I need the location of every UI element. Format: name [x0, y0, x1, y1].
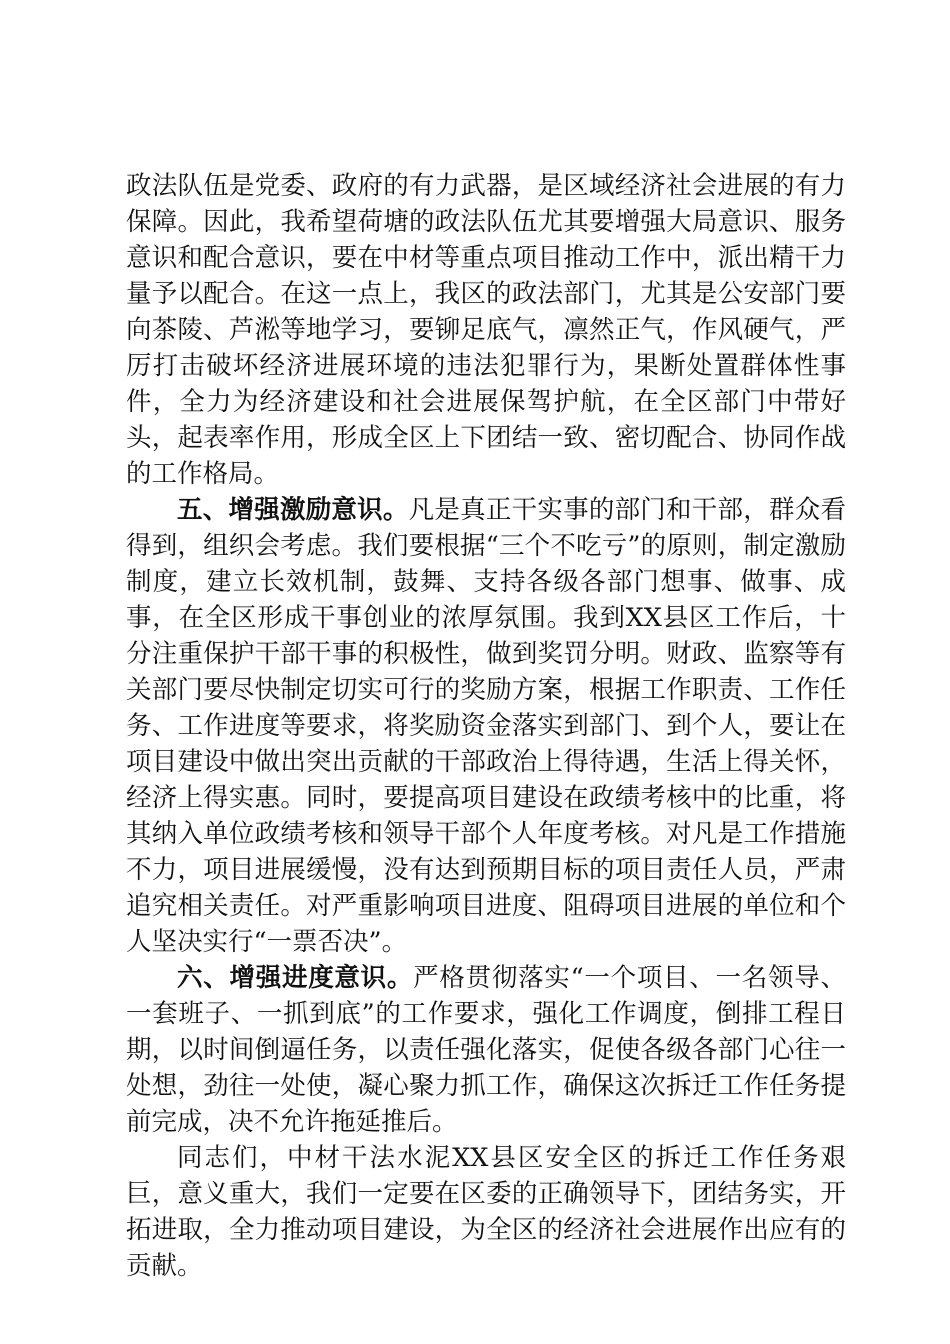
section-heading-five: 五、增强激励意识。: [177, 495, 409, 525]
paragraph-text: 严格贯彻落实“一个项目、一名领导、一套班子、一抓到底”的工作要求，强化工作调度，倒排工程日期，以时间倒逼任务，以责任强化落实，促使各级各部门心往一处想，劲往一处使，凝心聚力抓工作，确保这次拆迁工作任务提前完成，决不允许拖延推后。: [126, 963, 846, 1137]
document-body: [126, 168, 846, 1284]
paragraph-section-five: [126, 492, 846, 960]
paragraph-section-six: [126, 960, 846, 1140]
paragraph-closing: [126, 1140, 846, 1284]
paragraph-text: 同志们，中材干法水泥XX县区安全区的拆迁工作任务艰巨，意义重大，我们一定要在区委的正确领导下，团结务实，开拓进取，全力推动项目建设，为全区的经济社会进展作出应有的贡献。: [126, 1143, 846, 1281]
paragraph-continuation: [126, 168, 846, 492]
paragraph-text: 政法队伍是党委、政府的有力武器，是区域经济社会进展的有力保障。因此，我希望荷塘的政法队伍尤其要增强大局意识、服务意识和配合意识，要在中材等重点项目推动工作中，派出精干力量予以配合。在这一点上，我区的政法部门，尤其是公安部门要向茶陵、芦淞等地学习，要铆足底气，凛然正气，作风硬气，严厉打击破坏经济进展环境的违法犯罪行为，果断处置群体性事件，全力为经济建设和社会进展保驾护航，在全区部门中带好头，起表率作用，形成全区上下团结一致、密切配合、协同作战的工作格局。: [126, 171, 846, 489]
paragraph-text: 凡是真正干实事的部门和干部，群众看得到，组织会考虑。我们要根据“三个不吃亏”的原则，制定激励制度，建立长效机制，鼓舞、支持各级各部门想事、做事、成事，在全区形成干事创业的浓厚氛围。我到XX县区工作后，十分注重保护干部干事的积极性，做到奖罚分明。财政、监察等有关部门要尽快制定切实可行的奖励方案，根据工作职责、工作任务、工作进度等要求，将奖励资金落实到部门、到个人，要让在项目建设中做出突出贡献的干部政治上得待遇，生活上得关怀，经济上得实惠。同时，要提高项目建设在政绩考核中的比重，将其纳入单位政绩考核和领导干部个人年度考核。对凡是工作措施不力，项目进展缓慢，没有达到预期目标的项目责任人员，严肃追究相关责任。对严重影响项目进度、阻碍项目进展的单位和个人坚决实行“一票否决”。: [126, 495, 846, 957]
section-heading-six: 六、增强进度意识。: [177, 963, 414, 993]
